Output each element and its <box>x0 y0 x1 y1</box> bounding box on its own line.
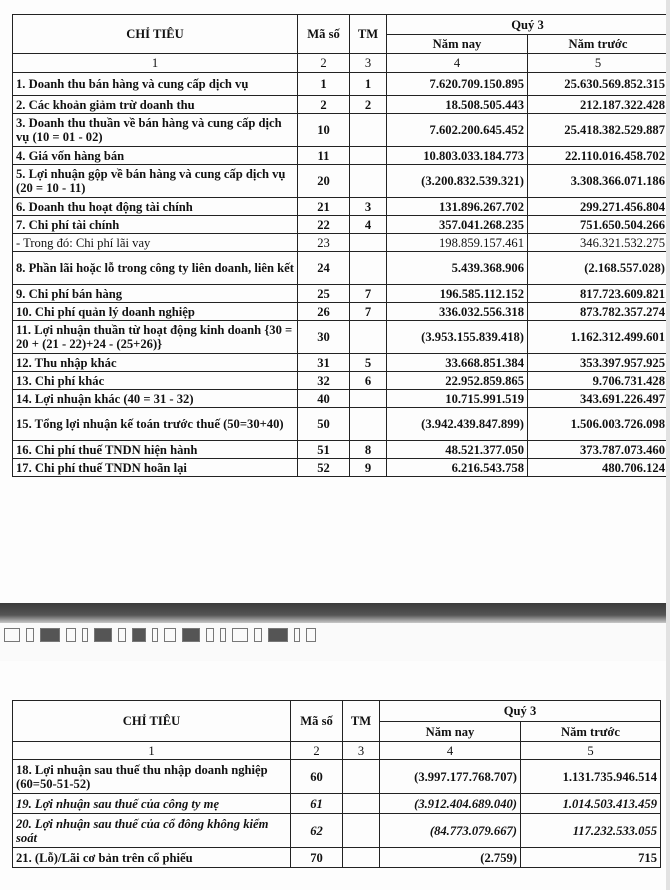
row-ma-so: 1 <box>298 73 350 96</box>
row-ma-so: 70 <box>291 848 343 868</box>
row-tm <box>350 147 387 165</box>
row-nam-nay: 7.602.200.645.452 <box>387 114 528 147</box>
index-cell: 3 <box>350 54 387 73</box>
row-nam-nay: 5.439.368.906 <box>387 252 528 285</box>
row-label: 7. Chi phí tài chính <box>13 216 298 234</box>
row-label: 19. Lợi nhuận sau thuế của công ty mẹ <box>13 794 291 814</box>
row-nam-truoc: 25.418.382.529.887 <box>528 114 669 147</box>
index-cell: 3 <box>343 742 380 760</box>
index-cell: 1 <box>13 54 298 73</box>
row-ma-so: 11 <box>298 147 350 165</box>
row-tm: 3 <box>350 198 387 216</box>
table-row <box>13 321 669 354</box>
table-row <box>13 441 669 459</box>
row-tm: 4 <box>350 216 387 234</box>
row-tm: 7 <box>350 285 387 303</box>
row-ma-so: 62 <box>291 814 343 848</box>
row-label: 5. Lợi nhuận gộp về bán hàng và cung cấp dịch vụ (20 = 10 - 11) <box>13 165 298 198</box>
row-label: 12. Thu nhập khác <box>13 354 298 372</box>
row-nam-truoc: 1.131.735.946.514 <box>521 760 661 794</box>
row-nam-nay: (3.997.177.768.707) <box>380 760 521 794</box>
index-cell: 1 <box>13 742 291 760</box>
index-cell: 5 <box>521 742 661 760</box>
row-tm <box>343 848 380 868</box>
header-ma-so: Mã số <box>291 701 343 742</box>
row-nam-nay: (84.773.079.667) <box>380 814 521 848</box>
row-nam-truoc: 299.271.456.804 <box>528 198 669 216</box>
row-nam-nay: 196.585.112.152 <box>387 285 528 303</box>
income-statement-table-bottom <box>12 700 661 868</box>
row-nam-nay: 48.521.377.050 <box>387 441 528 459</box>
header-nam-nay: Năm nay <box>387 35 528 54</box>
header-chi-tieu: CHỈ TIÊU <box>13 15 298 54</box>
row-nam-nay: (2.759) <box>380 848 521 868</box>
row-ma-so: 60 <box>291 760 343 794</box>
row-ma-so: 40 <box>298 390 350 408</box>
header-ma-so: Mã số <box>298 15 350 54</box>
row-nam-nay: (3.942.439.847.899) <box>387 408 528 441</box>
table-row <box>13 372 669 390</box>
table-row <box>13 96 669 114</box>
row-ma-so: 61 <box>291 794 343 814</box>
row-nam-truoc: (2.168.557.028) <box>528 252 669 285</box>
row-nam-truoc: 817.723.609.821 <box>528 285 669 303</box>
row-tm <box>350 408 387 441</box>
row-label: 4. Giá vốn hàng bán <box>13 147 298 165</box>
table-row <box>13 459 669 477</box>
row-nam-truoc: 343.691.226.497 <box>528 390 669 408</box>
row-label: 20. Lợi nhuận sau thuế của cổ đông không kiểm soát <box>13 814 291 848</box>
row-tm <box>350 114 387 147</box>
table-row <box>13 234 669 252</box>
row-tm: 9 <box>350 459 387 477</box>
table-row <box>13 114 669 147</box>
row-tm: 8 <box>350 441 387 459</box>
row-nam-nay: 10.715.991.519 <box>387 390 528 408</box>
index-cell: 4 <box>380 742 521 760</box>
table-row <box>13 760 661 794</box>
row-tm <box>350 165 387 198</box>
row-label: 14. Lợi nhuận khác (40 = 31 - 32) <box>13 390 298 408</box>
index-cell: 5 <box>528 54 669 73</box>
row-ma-so: 24 <box>298 252 350 285</box>
income-statement-table-top <box>12 14 669 477</box>
row-nam-truoc: 1.014.503.413.459 <box>521 794 661 814</box>
top-table-body <box>13 73 669 477</box>
row-nam-nay: (3.953.155.839.418) <box>387 321 528 354</box>
row-nam-nay: 7.620.709.150.895 <box>387 73 528 96</box>
row-nam-nay: (3.200.832.539.321) <box>387 165 528 198</box>
row-nam-truoc: 873.782.357.274 <box>528 303 669 321</box>
row-nam-truoc: 212.187.322.428 <box>528 96 669 114</box>
row-tm: 7 <box>350 303 387 321</box>
row-label: 9. Chi phí bán hàng <box>13 285 298 303</box>
row-ma-so: 22 <box>298 216 350 234</box>
row-ma-so: 31 <box>298 354 350 372</box>
row-ma-so: 30 <box>298 321 350 354</box>
table-row <box>13 848 661 868</box>
row-label: 3. Doanh thu thuần về bán hàng và cung cấp dịch vụ (10 = 01 - 02) <box>13 114 298 147</box>
table-row <box>13 285 669 303</box>
index-cell: 2 <box>291 742 343 760</box>
header-nam-nay: Năm nay <box>380 722 521 742</box>
scan-shadow-band <box>0 603 670 623</box>
table-row <box>13 303 669 321</box>
row-ma-so: 2 <box>298 96 350 114</box>
row-label: 11. Lợi nhuận thuần từ hoạt động kinh doanh {30 = 20 + (21 - 22)+24 - (25+26)} <box>13 321 298 354</box>
row-nam-truoc: 353.397.957.925 <box>528 354 669 372</box>
row-label: 10. Chi phí quản lý doanh nghiệp <box>13 303 298 321</box>
row-label: 15. Tổng lợi nhuận kế toán trước thuế (50=30+40) <box>13 408 298 441</box>
index-cell: 2 <box>298 54 350 73</box>
row-nam-truoc: 22.110.016.458.702 <box>528 147 669 165</box>
row-ma-so: 25 <box>298 285 350 303</box>
row-tm <box>350 252 387 285</box>
row-tm <box>343 814 380 848</box>
row-nam-truoc: 373.787.073.460 <box>528 441 669 459</box>
row-tm <box>343 794 380 814</box>
header-quy: Quý 3 <box>387 15 669 35</box>
row-tm: 1 <box>350 73 387 96</box>
table-row <box>13 198 669 216</box>
table-row <box>13 165 669 198</box>
row-ma-so: 51 <box>298 441 350 459</box>
scan-marks <box>0 628 670 642</box>
table-row <box>13 354 669 372</box>
row-nam-nay: 357.041.268.235 <box>387 216 528 234</box>
row-label: 6. Doanh thu hoạt động tài chính <box>13 198 298 216</box>
table-row <box>13 794 661 814</box>
row-nam-truoc: 480.706.124 <box>528 459 669 477</box>
row-tm: 6 <box>350 372 387 390</box>
row-tm: 2 <box>350 96 387 114</box>
header-chi-tieu: CHỈ TIÊU <box>13 701 291 742</box>
table-row <box>13 390 669 408</box>
bottom-table-body <box>13 760 661 868</box>
table-row <box>13 73 669 96</box>
row-label: - Trong đó: Chi phí lãi vay <box>13 234 298 252</box>
row-label: 1. Doanh thu bán hàng và cung cấp dịch vụ <box>13 73 298 96</box>
row-nam-nay: (3.912.404.689.040) <box>380 794 521 814</box>
row-label: 8. Phần lãi hoặc lỗ trong công ty liên doanh, liên kết <box>13 252 298 285</box>
row-ma-so: 50 <box>298 408 350 441</box>
row-nam-truoc: 1.162.312.499.601 <box>528 321 669 354</box>
table-row <box>13 814 661 848</box>
header-nam-truoc: Năm trước <box>521 722 661 742</box>
row-nam-truoc: 9.706.731.428 <box>528 372 669 390</box>
row-ma-so: 52 <box>298 459 350 477</box>
table-row <box>13 252 669 285</box>
row-ma-so: 20 <box>298 165 350 198</box>
row-label: 17. Chi phí thuế TNDN hoãn lại <box>13 459 298 477</box>
index-cell: 4 <box>387 54 528 73</box>
row-label: 16. Chi phí thuế TNDN hiện hành <box>13 441 298 459</box>
row-label: 2. Các khoản giảm trừ doanh thu <box>13 96 298 114</box>
row-nam-truoc: 1.506.003.726.098 <box>528 408 669 441</box>
header-nam-truoc: Năm trước <box>528 35 669 54</box>
row-nam-nay: 131.896.267.702 <box>387 198 528 216</box>
row-nam-nay: 336.032.556.318 <box>387 303 528 321</box>
header-quy: Quý 3 <box>380 701 661 722</box>
header-tm: TM <box>350 15 387 54</box>
row-label: 18. Lợi nhuận sau thuế thu nhập doanh nghiệp (60=50-51-52) <box>13 760 291 794</box>
row-tm <box>350 390 387 408</box>
row-label: 13. Chi phí khác <box>13 372 298 390</box>
page-edge <box>666 0 670 890</box>
row-ma-so: 32 <box>298 372 350 390</box>
row-nam-truoc: 751.650.504.266 <box>528 216 669 234</box>
row-nam-nay: 6.216.543.758 <box>387 459 528 477</box>
row-nam-truoc: 715 <box>521 848 661 868</box>
table-row <box>13 216 669 234</box>
row-tm <box>350 321 387 354</box>
row-nam-nay: 18.508.505.443 <box>387 96 528 114</box>
table-row <box>13 147 669 165</box>
row-ma-so: 10 <box>298 114 350 147</box>
row-tm <box>350 234 387 252</box>
row-nam-truoc: 25.630.569.852.315 <box>528 73 669 96</box>
row-tm: 5 <box>350 354 387 372</box>
row-nam-nay: 198.859.157.461 <box>387 234 528 252</box>
row-ma-so: 26 <box>298 303 350 321</box>
row-nam-truoc: 3.308.366.071.186 <box>528 165 669 198</box>
row-nam-truoc: 117.232.533.055 <box>521 814 661 848</box>
header-tm: TM <box>343 701 380 742</box>
row-nam-nay: 10.803.033.184.773 <box>387 147 528 165</box>
row-nam-nay: 22.952.859.865 <box>387 372 528 390</box>
row-label: 21. (Lỗ)/Lãi cơ bản trên cổ phiếu <box>13 848 291 868</box>
row-nam-nay: 33.668.851.384 <box>387 354 528 372</box>
row-tm <box>343 760 380 794</box>
row-ma-so: 23 <box>298 234 350 252</box>
row-ma-so: 21 <box>298 198 350 216</box>
row-nam-truoc: 346.321.532.275 <box>528 234 669 252</box>
table-row <box>13 408 669 441</box>
